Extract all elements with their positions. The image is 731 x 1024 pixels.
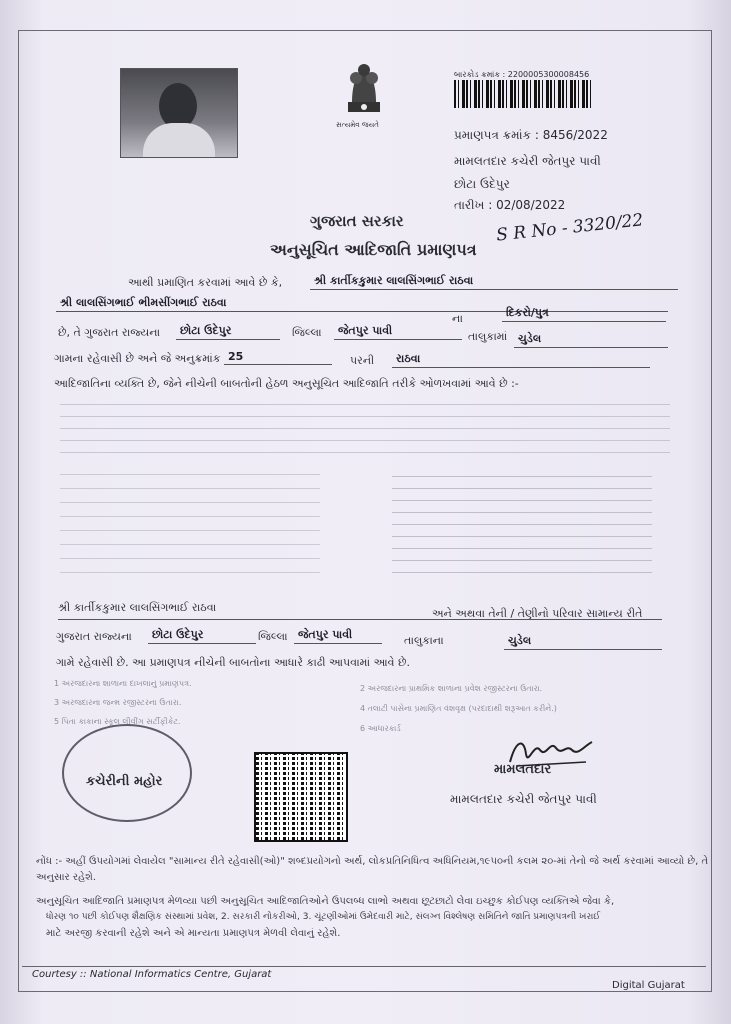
zilla-label: જિલ્લા (292, 326, 322, 339)
district-value-2: છોટા ઉદેપુર (148, 628, 256, 644)
footer-courtesy: Courtesy :: National Informatics Centre, Gujarat (32, 969, 272, 980)
footer-brand: Digital Gujarat (612, 980, 685, 991)
photo-shirt (143, 123, 215, 157)
state-label: છે, તે ગુજરાત રાજ્યના (58, 326, 161, 339)
note-line-2: અનુસૂચિત આદિજાતિ પ્રમાણપત્ર મેળવ્યા પછી અનુસૂચિત આદિજાતિઓને ઉપલબ્ધ લાભો અથવા છૂટછાટો લેવા ઇચ્છુક કોઈપણ વ્યક્તિએ જેવા કે, (36, 896, 615, 907)
serial-number-value: 25 (224, 350, 332, 365)
document-1: 1 અરજદારના શાળાના દાખલાનું પ્રમાણપત્ર. (54, 679, 192, 688)
note-line-1: નોંધ :- અહીં ઉપયોગમાં લેવાયેલ "સામાન્ય રીતે રહેવાસી(ઓ)" શબ્દપ્રયોગનો અર્થ, લોકપ્રતિનિધિત્વ અધિનિયમ,૧૯૫૦ની કલમ ૨૦-માં તેનો જે અર્થ કરવામાં આવ્યો છે, તે (36, 856, 709, 867)
national-emblem-icon (334, 56, 394, 118)
qr-code-icon (254, 752, 348, 842)
taluka-value: જેતપુર પાવી (334, 324, 462, 340)
note-line-1b: અનુસાર રહેશે. (36, 872, 97, 883)
signatory-office: મામલતદાર કચેરી જેતપુર પાવી (450, 792, 597, 806)
office-seal (62, 724, 192, 822)
certificate-title: અનુસૂચિત આદિજાતિ પ્રમાણપત્ર (270, 240, 477, 259)
pani-label: પરની (350, 354, 375, 367)
village-value-2: ચુડેલ (504, 634, 662, 650)
tribe-statement: આદિજાતિના વ્યક્તિ છે, જેને નીચેની બાબતોની હેઠળ અનુસૂચિત આદિજાતિ તરીકે ઓળખવામાં આવે છે :- (54, 377, 519, 390)
order-list-right (392, 468, 652, 580)
applicant-photo (120, 68, 238, 158)
issuing-district: છોટા ઉદેપુર (454, 177, 510, 191)
father-name: શ્રી લાલસિંગભાઈ ભીમસીંગભાઈ રાઠવા (56, 296, 668, 312)
legal-reference-lines (60, 398, 670, 458)
date-value: 02/08/2022 (496, 198, 566, 212)
document-5: 5 પિતા કાકાના સ્કૂલ લીવીંગ સર્ટીફીકેટ. (54, 717, 181, 726)
applicant-name-2: શ્રી કાર્તીકકુમાર લાલસિંગભાઈ રાઠવા (58, 601, 217, 614)
barcode-number: બારકોડ ક્રમાંક : 2200005300008456 (454, 70, 590, 79)
relation-value: દિકરો/પુત્ર (502, 306, 666, 322)
caste-value: રાઠવા (392, 352, 650, 368)
taluka-value-2: જેતપુર પાવી (294, 628, 382, 644)
certificate-number-row (454, 128, 608, 143)
emblem-caption: સત્યમેવ જયતે (336, 121, 379, 129)
taluka-label-2: તાલુકાના (404, 634, 444, 647)
village-value: ચુડેલ (514, 332, 668, 348)
issue-date-row (454, 198, 565, 213)
cert-no-value: 8456/2022 (542, 128, 608, 142)
cert-no-label: પ્રમાણપત્ર ક્રમાંક : (454, 128, 539, 142)
date-label: તારીખ : (454, 198, 493, 212)
note-line-4: માટે અરજી કરવાની રહેશે અને એ માન્યતા પ્રમાણપત્ર મેળવી લેવાનું રહેશે. (46, 928, 341, 939)
document-3: 3 અરજદારના જન્મ રજીસ્ટરના ઉતારા. (54, 698, 182, 707)
signatory-title: મામલતદાર (494, 762, 552, 777)
document-4: 4 તલાટી પાસેના પ્રમાણિત વંશવૃક્ષ (પરદાદાથી શરૂઆત કરીને.) (360, 704, 557, 713)
name2-underline (58, 619, 662, 620)
document-6: 6 આધારકાર્ડ (360, 724, 401, 733)
issuing-office: મામલતદાર કચેરી જેતપુર પાવી (454, 154, 601, 168)
order-list-left (60, 466, 320, 576)
zilla-label-2: જિલ્લા (258, 630, 288, 643)
taluka-label: તાલુકામાં (468, 330, 508, 343)
district-value: છોટા ઉદેપુર (176, 324, 280, 340)
na-label: ના (452, 312, 463, 325)
footer-divider (22, 966, 706, 967)
state-label-2: ગુજરાત રાજ્યના (56, 630, 132, 643)
seal-text: કચેરીની મહોર (86, 774, 163, 789)
family-resident-label: અને અથવા તેની / તેણીનો પરિવાર સામાન્ય રીતે (432, 607, 643, 620)
resident-label: ગામના રહેવાસી છે અને જે અનુક્રમાંક (54, 352, 221, 365)
certify-label: આથી પ્રમાણિત કરવામાં આવે છે કે, (128, 276, 283, 289)
note-line-3: ધોરણ ૧૦ પછી કોઈપણ શૈક્ષણિક સંસ્થામાં પ્રવેશ, 2. સરકારી નોકરીઓ, 3. ચૂંટણીઓમાં ઉમેદવારી માટે, સંલગ્ન વિશ્લેષણ સમિતિને જાતિ પ્રમાણપત્રની ખરાઈ (46, 912, 601, 922)
basis-statement: ગામે રહેવાસી છે. આ પ્રમાણપત્ર નીચેની બાબતોના આધારે કાઢી આપવામાં આવે છે. (56, 656, 410, 669)
government-title: ગુજરાત સરકાર (310, 212, 404, 230)
applicant-name: શ્રી કાર્તીકકુમાર લાલસિંગભાઈ રાઠવા (310, 274, 678, 290)
barcode-icon (454, 80, 594, 108)
handwritten-serial: S R No - 3320/22 (495, 210, 645, 246)
document-2: 2 અરજદારના પ્રાથમિક શાળાના પ્રવેશ રજીસ્ટરના ઉતારા. (360, 684, 543, 693)
